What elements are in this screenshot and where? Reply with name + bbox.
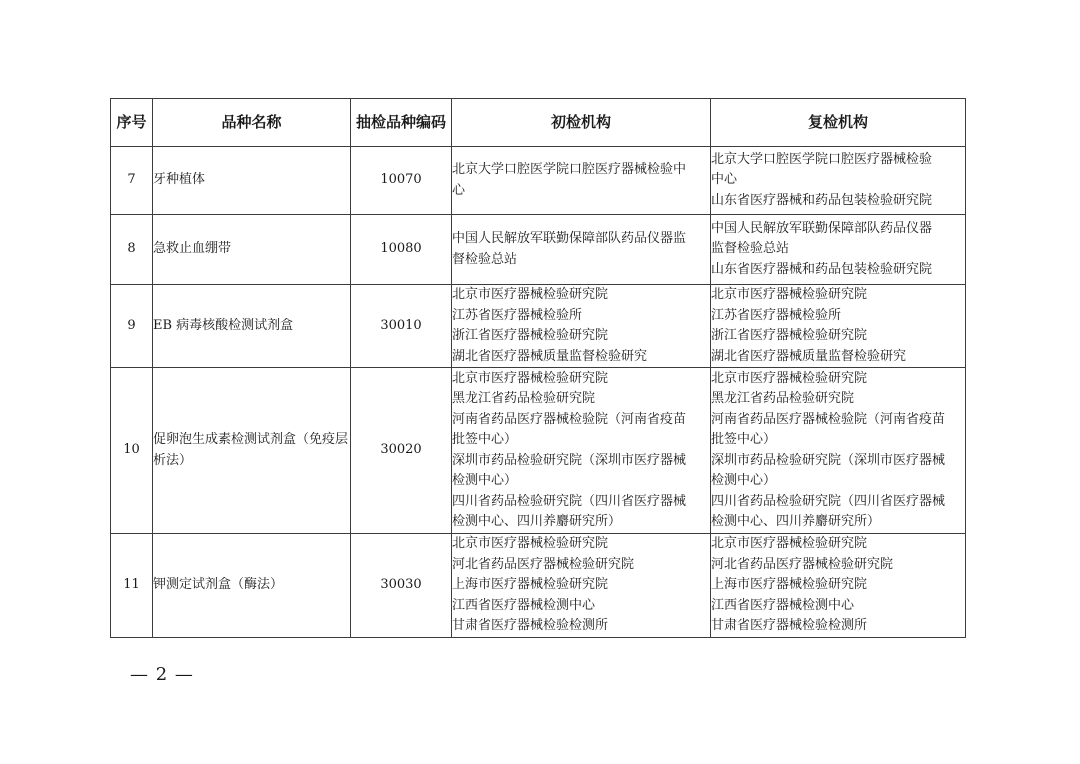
org-line: 河南省药品医疗器械检验院（河南省疫苗 bbox=[711, 411, 946, 427]
re-inspection-org bbox=[711, 147, 966, 215]
org-line: 浙江省医疗器械检验研究院 bbox=[711, 328, 868, 343]
first-inspection-org bbox=[452, 147, 711, 215]
org-line: 山东省医疗器械和药品包装检验研究院 bbox=[711, 261, 933, 277]
product-name: 钾测定试剂盒（酶法） bbox=[153, 534, 351, 638]
product-code: 30010 bbox=[351, 285, 452, 368]
org-line: 上海市医疗器械检验研究院 bbox=[452, 577, 609, 592]
table-row bbox=[111, 215, 966, 285]
org-line: 北京大学口腔医学院口腔医疗器械检验 bbox=[711, 151, 933, 167]
re-inspection-org bbox=[711, 368, 966, 534]
org-line: 检测中心、四川养麝研究所） bbox=[452, 514, 622, 529]
org-line: 北京市医疗器械检验研究院 bbox=[711, 370, 868, 386]
re-inspection-org bbox=[711, 285, 966, 368]
row-number: 7 bbox=[111, 147, 153, 215]
org-line: 监督检验总站 bbox=[711, 241, 790, 257]
org-line: 深圳市药品检验研究院（深圳市医疗器械 bbox=[711, 452, 946, 468]
header-product-name: 品种名称 bbox=[153, 99, 351, 147]
product-name: 牙种植体 bbox=[153, 147, 351, 215]
table-header-row bbox=[111, 99, 966, 147]
table-row bbox=[111, 285, 966, 368]
org-line: 河北省药品医疗器械检验研究院 bbox=[711, 556, 894, 572]
org-line: 河北省药品医疗器械检验研究院 bbox=[452, 556, 635, 572]
header-first-inspection-org: 初检机构 bbox=[452, 99, 711, 147]
org-line: 江西省医疗器械检测中心 bbox=[452, 597, 596, 613]
org-line: 甘肃省医疗器械检验检测所 bbox=[452, 618, 609, 633]
product-name: 急救止血绷带 bbox=[153, 215, 351, 285]
org-line: 中国人民解放军联勤保障部队药品仪器 bbox=[711, 220, 933, 236]
table-row bbox=[111, 534, 966, 638]
org-line: 四川省药品检验研究院（四川省医疗器械 bbox=[452, 493, 687, 509]
org-line: 北京市医疗器械检验研究院 bbox=[452, 536, 609, 551]
table-row bbox=[111, 147, 966, 215]
inspection-table bbox=[110, 98, 966, 638]
org-line: 北京市医疗器械检验研究院 bbox=[452, 370, 609, 386]
row-number: 11 bbox=[111, 534, 153, 638]
product-name: 促卵泡生成素检测试剂盒（免疫层析法） bbox=[153, 368, 351, 534]
org-line: 北京大学口腔医学院口腔医疗器械检验中 bbox=[452, 162, 687, 177]
org-line: 江苏省医疗器械检验所 bbox=[711, 307, 842, 323]
first-inspection-org bbox=[452, 534, 711, 638]
row-number: 9 bbox=[111, 285, 153, 368]
row-number: 10 bbox=[111, 368, 153, 534]
org-line: 江西省医疗器械检测中心 bbox=[711, 597, 855, 613]
org-line: 中国人民解放军联勤保障部队药品仪器监 bbox=[452, 231, 687, 246]
product-code: 10080 bbox=[351, 215, 452, 285]
org-line: 四川省药品检验研究院（四川省医疗器械 bbox=[711, 493, 946, 509]
org-line: 北京市医疗器械检验研究院 bbox=[711, 287, 868, 302]
header-re-inspection-org: 复检机构 bbox=[711, 99, 966, 147]
org-line: 检测中心、四川养麝研究所） bbox=[711, 514, 881, 529]
first-inspection-org bbox=[452, 285, 711, 368]
header-product-code: 抽检品种编码 bbox=[351, 99, 452, 147]
org-line: 检测中心） bbox=[711, 473, 777, 488]
org-line: 浙江省医疗器械检验研究院 bbox=[452, 328, 609, 343]
product-code: 30030 bbox=[351, 534, 452, 638]
org-line: 湖北省医疗器械质量监督检验研究 bbox=[452, 348, 648, 364]
first-inspection-org bbox=[452, 368, 711, 534]
page-number: — 2 — bbox=[130, 664, 194, 685]
org-line: 检测中心） bbox=[452, 473, 518, 488]
re-inspection-org bbox=[711, 215, 966, 285]
org-line: 批签中心） bbox=[711, 432, 777, 447]
org-line: 督检验总站 bbox=[452, 251, 518, 267]
table-row bbox=[111, 368, 966, 534]
org-line: 北京市医疗器械检验研究院 bbox=[711, 536, 868, 551]
org-line: 江苏省医疗器械检验所 bbox=[452, 307, 583, 323]
org-line: 中心 bbox=[711, 172, 738, 188]
org-line: 深圳市药品检验研究院（深圳市医疗器械 bbox=[452, 452, 687, 468]
org-line: 心 bbox=[452, 182, 466, 198]
org-line: 黑龙江省药品检验研究院 bbox=[711, 391, 855, 406]
product-code: 10070 bbox=[351, 147, 452, 215]
org-line: 山东省医疗器械和药品包装检验研究院 bbox=[711, 192, 933, 208]
re-inspection-org bbox=[711, 534, 966, 638]
product-name: EB 病毒核酸检测试剂盒 bbox=[153, 285, 351, 368]
product-code: 30020 bbox=[351, 368, 452, 534]
row-number: 8 bbox=[111, 215, 153, 285]
header-serial-number: 序号 bbox=[111, 99, 153, 147]
org-line: 湖北省医疗器械质量监督检验研究 bbox=[711, 348, 907, 364]
org-line: 黑龙江省药品检验研究院 bbox=[452, 391, 596, 406]
first-inspection-org bbox=[452, 215, 711, 285]
org-line: 上海市医疗器械检验研究院 bbox=[711, 577, 868, 592]
org-line: 甘肃省医疗器械检验检测所 bbox=[711, 618, 868, 633]
org-line: 批签中心） bbox=[452, 432, 518, 447]
org-line: 北京市医疗器械检验研究院 bbox=[452, 287, 609, 302]
org-line: 河南省药品医疗器械检验院（河南省疫苗 bbox=[452, 411, 687, 427]
